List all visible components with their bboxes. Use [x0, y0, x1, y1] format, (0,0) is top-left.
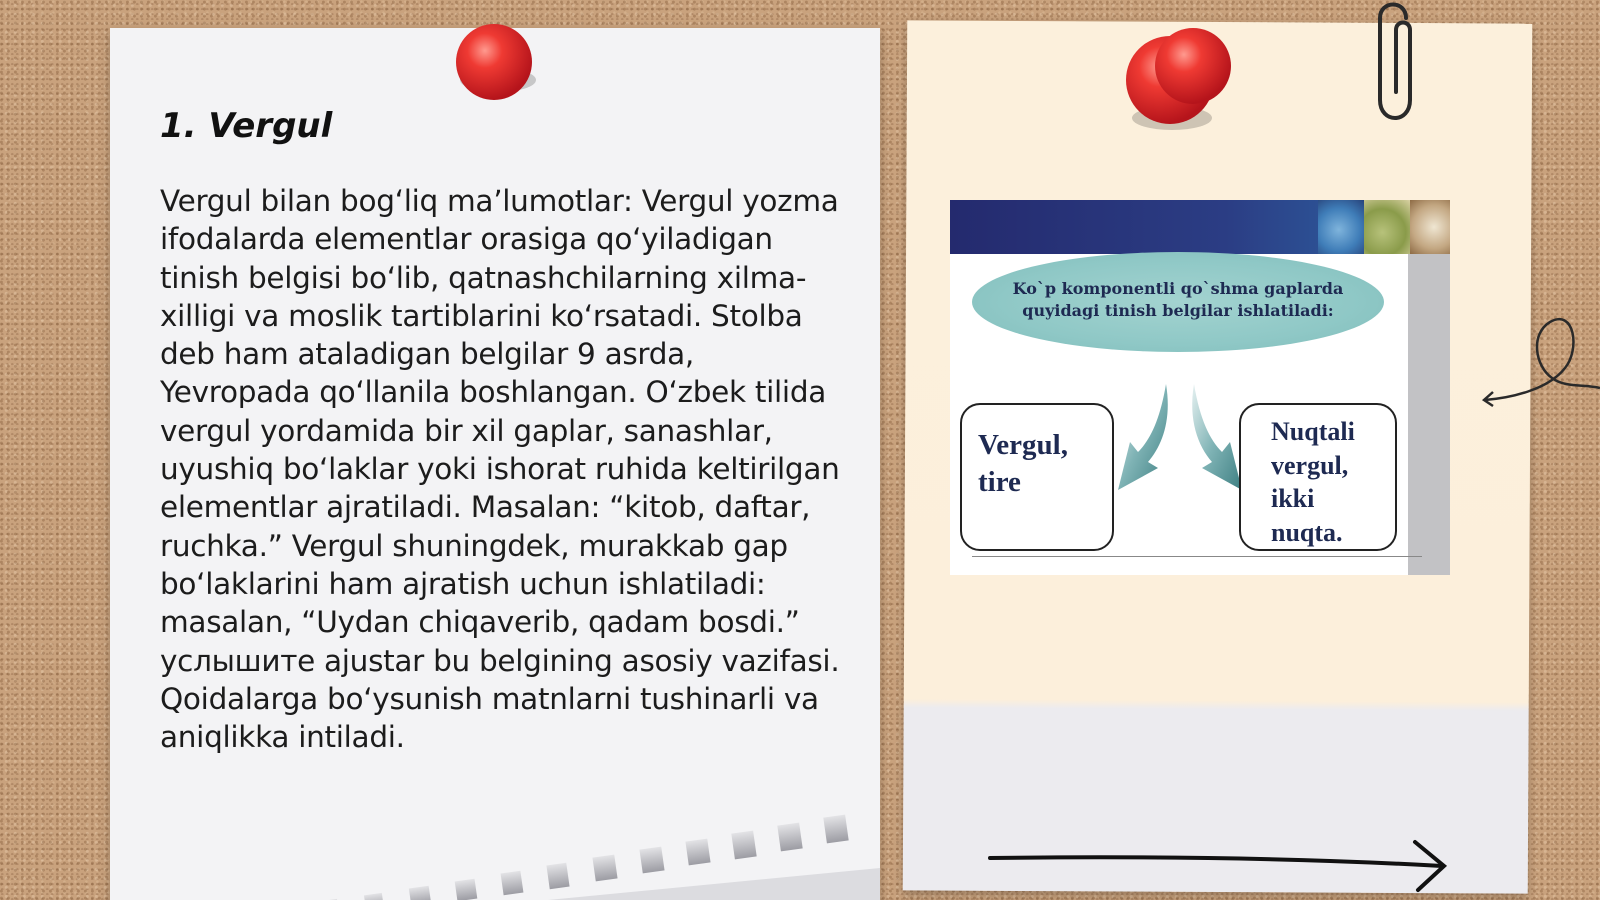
note-heading: 1. Vergul — [160, 106, 333, 146]
string-line — [1485, 319, 1600, 400]
push-pin-icon — [1126, 28, 1231, 130]
slide-box-line: Nuqtali — [1271, 417, 1355, 446]
paperclip-icon — [1380, 5, 1410, 119]
slide-box-line: nuqta. — [1271, 517, 1343, 547]
slide-box-line: vergul, — [1271, 450, 1349, 480]
slide-box-line: tire — [978, 466, 1021, 498]
slide-box-line: ikki — [1271, 484, 1315, 513]
slide-title-line: quyidagi tinish belgilar ishlatiladi: — [1022, 301, 1334, 320]
arrow-right-icon — [990, 842, 1444, 890]
slide-title-line: Ko`p komponentli qo`shma gaplarda — [1012, 279, 1344, 298]
push-pin-icon — [456, 24, 536, 100]
slide-box-line: Vergul, — [978, 429, 1068, 461]
note-paragraph: Vergul bilan bog‘liq ma’lumotlar: Vergul yozma ifodalarda elementlar orasiga qo‘yiladigan tinish belgisi bo‘lib, qatnashchilarning xilma-xilligi va moslik tartiblarini ko‘rsatadi. Stolba deb ham ataladigan belgilar 9 asrda, Yevropada qo‘llanila boshlangan. O‘zbek tilida vergul yordamida bir xil gaplar, sanashlar, uyushiq bo‘laklar yoki ishorat ruhida keltirilgan elementlar ajratiladi. Masalan: “kitob, daftar, ruchka.” Vergul shuningdek, murakkab gap bo‘laklarini ham ajratish uchun ishlatiladi: masalan, “Uydan chiqaverib, qadam bosdi.” услышите ajustar bu belgining asosiy vazifasi. Qoidalarga bo‘ysunish matnlarni tushinarli va aniqlikka intiladi. — [160, 184, 840, 755]
